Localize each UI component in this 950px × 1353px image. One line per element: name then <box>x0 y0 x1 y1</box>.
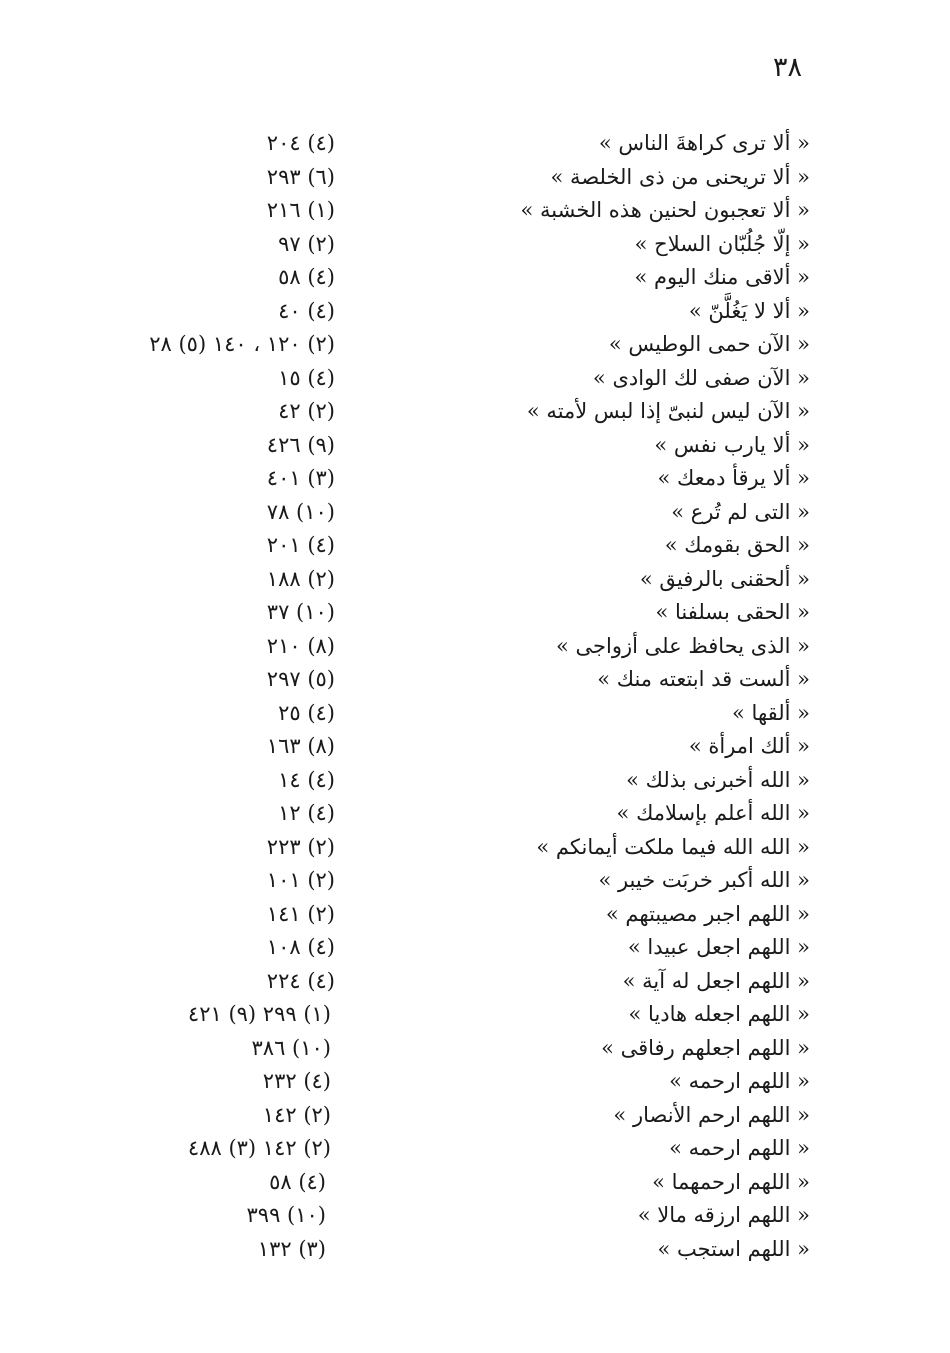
index-entry <box>0 529 950 563</box>
entry-phrase: « الآن صفى لك الوادى » <box>592 365 810 390</box>
hadith-index-list <box>0 127 950 1266</box>
index-entry <box>0 596 950 630</box>
index-entry <box>0 998 950 1032</box>
entry-references: (٥) ٢٩٧ <box>266 667 335 691</box>
entry-references: (٨) ١٦٣ <box>266 734 335 758</box>
entry-phrase: « ألا تريحنى من ذى الخلصة » <box>550 164 810 189</box>
entry-phrase: « اللهم اجعله هاديا » <box>628 1002 810 1026</box>
entry-references: (٤) ٢٥ <box>278 700 335 725</box>
entry-phrase: « ألك امرأة » <box>688 734 810 758</box>
entry-phrase: « الله أخبرنى بذلك » <box>626 767 810 792</box>
entry-references: (٤) ١٥ <box>278 365 335 390</box>
entry-references: (٢) ١٠١ <box>266 868 335 892</box>
entry-references: (٢) ٩٧ <box>278 231 335 256</box>
entry-references: (٤) ٢٢٤ <box>266 968 335 993</box>
entry-references: (٢) ١٨٨ <box>266 566 335 591</box>
index-entry <box>0 898 950 932</box>
entry-references: (٣) ٤٠١ <box>266 466 335 490</box>
index-entry <box>0 161 950 195</box>
entry-references: (١) ٢١٦ <box>266 198 335 222</box>
index-entry <box>0 831 950 865</box>
entry-phrase: « ألا ترى كراهةَ الناس » <box>598 131 810 155</box>
index-entry <box>0 1233 950 1267</box>
entry-references: (١٠) ٧٨ <box>266 499 335 524</box>
index-entry <box>0 730 950 764</box>
entry-phrase: « الآن ليس لنبىّ إذا لبس لأمته » <box>526 399 810 423</box>
index-entry <box>0 697 950 731</box>
entry-references: (٢) ١٤٢ <box>262 1102 331 1127</box>
index-entry <box>0 864 950 898</box>
entry-references: (٢) ٢٢٣ <box>266 834 335 859</box>
entry-references: (٤) ١٢ <box>278 801 335 825</box>
entry-references: (٤) ٥٨ <box>269 1169 326 1194</box>
entry-phrase: « اللهم ارحمه » <box>669 1136 810 1160</box>
entry-references: (٢) ١٢٠ ، ١٤٠ (٥) ٢٨ <box>149 332 335 356</box>
entry-phrase: « اللهم اجعل له آية » <box>622 968 810 993</box>
entry-phrase: « التى لم تُرع » <box>671 499 810 524</box>
index-entry <box>0 362 950 396</box>
index-entry <box>0 1199 950 1233</box>
entry-references: (٦) ٢٩٣ <box>266 164 335 189</box>
index-entry <box>0 228 950 262</box>
entry-phrase: « ألحقنى بالرفيق » <box>639 566 810 591</box>
entry-phrase: « ألا يارب نفس » <box>654 432 810 457</box>
entry-references: (٢) ١٤٢ (٣) ٤٨٨ <box>187 1136 331 1160</box>
entry-references: (٢) ١٤١ <box>266 901 335 926</box>
entry-phrase: « اللهم اجعل عبيدا » <box>627 935 810 959</box>
index-entry <box>0 1065 950 1099</box>
entry-references: (٤) ٥٨ <box>278 265 335 289</box>
index-entry <box>0 764 950 798</box>
index-entry <box>0 496 950 530</box>
index-entry <box>0 127 950 161</box>
entry-phrase: « ألا لا يَغُلَّنّ » <box>688 298 810 323</box>
index-entry <box>0 328 950 362</box>
entry-phrase: « اللهم ارحمه » <box>669 1069 810 1093</box>
index-entry <box>0 462 950 496</box>
index-entry <box>0 429 950 463</box>
entry-phrase: « الله أعلم بإسلامك » <box>616 801 810 825</box>
entry-references: (٤) ٢٠٤ <box>266 131 335 155</box>
entry-phrase: « الله الله فيما ملكت أيمانكم » <box>536 834 810 859</box>
entry-phrase: « الآن حمى الوطيس » <box>608 332 810 356</box>
entry-phrase: « اللهم ارحمهما » <box>652 1169 810 1194</box>
index-entry <box>0 1032 950 1066</box>
entry-phrase: « الذى يحافظ على أزواجى » <box>556 633 810 658</box>
index-entry <box>0 194 950 228</box>
entry-phrase: « الحق بقومك » <box>664 533 810 557</box>
index-entry <box>0 663 950 697</box>
index-entry <box>0 797 950 831</box>
entry-phrase: « اللهم اجبر مصيبتهم » <box>605 901 810 926</box>
entry-references: (٤) ٤٠ <box>278 298 335 323</box>
index-entry <box>0 563 950 597</box>
entry-phrase: « اللهم استجب » <box>657 1236 810 1261</box>
entry-references: (١٠) ٣٨٦ <box>251 1035 331 1060</box>
index-entry <box>0 1166 950 1200</box>
entry-references: (١) ٢٩٩ (٩) ٤٢١ <box>187 1002 331 1026</box>
entry-references: (٤) ٢٣٢ <box>262 1069 331 1093</box>
index-entry <box>0 295 950 329</box>
entry-phrase: « ألا يرقأ دمعك » <box>657 466 810 490</box>
entry-references: (١٠) ٣٧ <box>266 600 335 624</box>
entry-references: (٩) ٤٢٦ <box>266 432 335 457</box>
index-entry <box>0 395 950 429</box>
entry-phrase: « اللهم ارزقه مالا » <box>637 1203 810 1227</box>
entry-phrase: « ألقها » <box>732 700 810 725</box>
entry-phrase: « إلّا جُلُبّان السلاح » <box>634 231 810 256</box>
entry-phrase: « اللهم اجعلهم رفاقى » <box>601 1035 810 1060</box>
entry-references: (٤) ٢٠١ <box>266 533 335 557</box>
entry-references: (٤) ١٠٨ <box>266 935 335 959</box>
entry-references: (٣) ١٣٢ <box>257 1236 326 1261</box>
entry-references: (٢) ٤٢ <box>278 399 335 423</box>
entry-phrase: « ألا تعجبون لحنين هذه الخشبة » <box>520 198 810 222</box>
index-entry <box>0 1099 950 1133</box>
entry-phrase: « الحقى بسلفنا » <box>655 600 810 624</box>
entry-phrase: « الله أكبر خربَت خيبر » <box>598 868 810 892</box>
entry-references: (٤) ١٤ <box>278 767 335 792</box>
page-number: ٣٨ <box>772 52 802 83</box>
index-entry <box>0 261 950 295</box>
entry-references: (٨) ٢١٠ <box>266 633 335 658</box>
index-entry <box>0 965 950 999</box>
index-entry <box>0 630 950 664</box>
entry-phrase: « اللهم ارحم الأنصار » <box>613 1102 810 1127</box>
index-entry <box>0 1132 950 1166</box>
entry-references: (١٠) ٣٩٩ <box>246 1203 326 1227</box>
entry-phrase: « ألست قد ابتعته منك » <box>597 667 810 691</box>
entry-phrase: « ألاقى منك اليوم » <box>634 265 810 289</box>
index-entry <box>0 931 950 965</box>
